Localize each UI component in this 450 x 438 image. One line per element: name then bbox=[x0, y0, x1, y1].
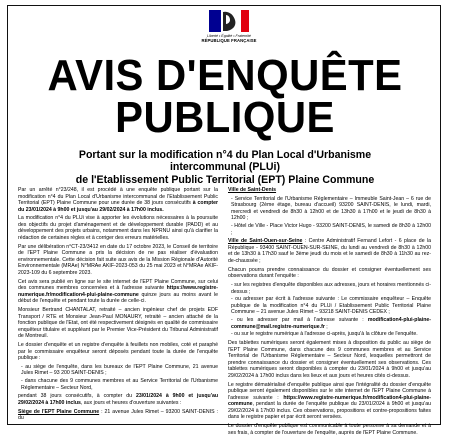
publication-text: Cet avis sera publié en ligne sur le site internet de l'EPT Plaine Commune, sur celui des communes membres concernées et à l'adresse suivante bbox=[18, 278, 218, 292]
list-item: - au siège de l'enquête, dans les bureaux de l'EPT Plaine Commune, 21 avenue Jules Rimet – 93 200 SAINT-DENIS ; bbox=[21, 364, 218, 377]
decree-text: Par un arrêté n°23/248, il est procédé à une enquête publique portant sur la modification n°4 du Plan Local d'Urbanisme intercommunal de l'Etablissement Public Territorial (EPT) Plaine Commune pour une durée de 38 jours consécutifs bbox=[18, 187, 218, 207]
decree-dates: à compter du 23/01/2024 à 9h00 et jusqu'au 29/02/2024 à 17h00 inclus. bbox=[18, 200, 218, 213]
mail-text-end: ; bbox=[324, 323, 328, 330]
list-item: - Hôtel de Ville - Place Victor Hugo - 93200 SAINT-DENIS, le samedi de 8h30 à 12h00 ; bbox=[231, 223, 431, 236]
notice-subtitle bbox=[40, 149, 410, 186]
duration-text-end: , aux jours et heures d'ouverture suivantes : bbox=[80, 399, 182, 406]
paragraph-deliberation: Par une délibération n°CT-23/3412 en date du 17 octobre 2023, le Conseil de territoire de l'EPT Plaine Commune a pris la décision de ne pas réaliser d'évaluation environnementale. Cette décision fait suite aux avis de la Mission Régionale d'Autorité Environnementale (MRAe) N°MRAe AKIF-2023-053 du 25 mai 2023 et N°MRAe AKIF-2023-109 du 6 septembre 2023. bbox=[18, 243, 218, 276]
notice-title-line-1: AVIS D'ENQUÊTE bbox=[47, 51, 403, 100]
digital-registry-text-end: , pendant la durée de l'enquête publique du 23/01/2024 à 9h00 et jusqu'au 29/02/2024 à 17h00 inclus. Ces observations, propositions et contre-propositions faites dans le registre papier et par écrit seront versées. bbox=[228, 401, 431, 421]
digital-registry-text: Le registre dématérialisé d'enquête publique ainsi que l'intégralité du dossier d'enquête publique seront également disponibles sur le site internet de l'EPT Plaine Commune à l'adresse suivante : bbox=[228, 381, 431, 401]
notice-title-line-2: PUBLIQUE bbox=[115, 93, 335, 142]
paragraph-dossier: Le dossier d'enquête et un registre d'enquête à feuillets non mobiles, coté et paraphé par le commissaire enquêteur seront déposés pendant toute la durée de l'enquête publique : bbox=[18, 341, 218, 362]
digital-registry-link[interactable]: https://www.registre-numerique.fr/modification4-plui-plaine-commune bbox=[228, 394, 431, 408]
paragraph-publication bbox=[18, 279, 218, 305]
republic-motto: Liberté • Égalité • Fraternité bbox=[207, 34, 251, 38]
observation-channels bbox=[228, 282, 431, 338]
list-item: - ou sur le registre numérique à l'adresse ci-après, jusqu'à la clôture de l'enquête. bbox=[231, 331, 431, 338]
contact-email-link[interactable]: modification4-plui-plaine-commune@mail.registre-numerique.fr bbox=[231, 317, 431, 330]
registry-link[interactable]: https://www.registre-numerique.fr/modification4-plui-plaine-commune bbox=[18, 285, 218, 298]
republic-name: RÉPUBLIQUE FRANÇAISE bbox=[201, 38, 257, 44]
republique-francaise-logo bbox=[194, 10, 264, 43]
duration-text: pendant 38 jours consécutifs, à compter du bbox=[18, 393, 136, 400]
subtitle-line-2: de l'Etablissement Public Territorial (EPT) Plaine Commune bbox=[75, 173, 375, 186]
headquarters-address: : 21 avenue Jules Rimet – 93200 SAINT-DENIS : du bbox=[18, 408, 218, 422]
paragraph-communicable: Le dossier d'enquête publique est communicable à toute personne à sa demande et à ses frais, à compter de l'ouverture de l'enquête, auprès de l'EPT Plaine Commune. bbox=[228, 423, 431, 436]
list-item bbox=[231, 317, 431, 330]
paragraph-saint-ouen bbox=[228, 238, 431, 264]
paragraph-observations: Chacun pourra prendre connaissance du dossier et consigner éventuellement ses observations durant l'enquête : bbox=[228, 266, 431, 280]
mail-text: ou les adresser par mail à l'adresse suivante : bbox=[236, 317, 368, 324]
paragraph-purpose: La modification n°4 du PLUi vise à apporter les évolutions nécessaires à la poursuite des objectifs du projet d'aménagement et de développement durable (PADD) et au développement des projets urbains, notamment dans les NPRNU ainsi qu'à clarifier la rédaction de certaines règles et à corriger des erreurs matérielles. bbox=[18, 215, 218, 242]
paragraph-headquarters bbox=[18, 409, 218, 422]
marianne-icon bbox=[209, 10, 249, 32]
subtitle-line-1: Portant sur la modification n°4 du Plan Local d'Urbanisme intercommunal (PLUi) bbox=[78, 149, 372, 174]
list-item: - ou adresser par écrit à l'adresse suivante : Le commissaire enquêteur – Enquête publique de la modification n°4 du PLUi / Etablissement Public Territorial Plaine Commune – 21 avenue Jules Rimet – 93218 SAINT-DENIS CEDEX ; bbox=[231, 296, 431, 316]
saint-denis-label: Ville de Saint-Denis bbox=[228, 187, 277, 193]
paragraph-tablets: Des tablettes numériques seront également mises à disposition du public au siège de l'EPT Plaine Commune, dans chacune des 9 communes membres et au Service Territorial de l'Urbanisme Réglementaire – Secteur Nord, lesquelles permettront de prendre connaissance du dossier et consigner éventuellement ses observations. Ces tablettes numériques seront disponibles à compter du 23/01/2024 à 9h00 et jusqu'au 29/02/2024 à 17h00 inclus dans les lieux et aux jours et heures cités ci-dessus. bbox=[228, 340, 431, 379]
paragraph-decree bbox=[18, 187, 218, 213]
right-column bbox=[228, 187, 431, 438]
left-column bbox=[18, 187, 218, 424]
paragraph-digital-registry bbox=[228, 382, 431, 421]
duration-dates: 23/01/2024 à 9h00 et jusqu'au 29/02/2024 à 17h00 inclus bbox=[18, 393, 219, 406]
headquarters-label: Siège de l'EPT Plaine Commune bbox=[18, 408, 100, 415]
list-item: - sur les registres d'enquête disponibles aux adresses, jours et horaires mentionnés ci-dessus ; bbox=[231, 282, 431, 295]
heading-saint-denis bbox=[228, 187, 431, 194]
saint-denis-locations bbox=[228, 196, 431, 236]
saint-ouen-address: : Centre Administratif Fernand Lefort - 6 place de la République - 93400 SAINT-OUEN-SUR-SEINE, du lundi au vendredi de 8h30 à 12h00 et de 13h30 à 17h30 sauf le 3ème jeudi du mois et le samedi de 8h30 à 11h30 au rez-de-chaussée ; bbox=[228, 238, 432, 265]
list-item: - Service Territorial de l'Urbanisme Réglementaire – Immeuble Saint-Jean – 6 rue de Strasbourg (2ème étage, bureau d'accueil) 93200 SAINT-DENIS, le lundi, mardi, mercredi et vendredi de 8h30 à 12h00 et de 13h30 à 17h00 et le jeudi de 8h30 à 12h00 ; bbox=[231, 196, 431, 222]
paragraph-commissioners: Monsieur Bertrand CHANTALAT, retraité – ancien ingénieur chef de projets EDF Transport / RTE et Monsieur Jean-Paul MONAURY, retraité – ancien attaché de la fonction publique de l'Etat, ont été respectivement désignés en qualité de commissaire enquêteur titulaire et suppléant par le Premier Vice-Président du Tribunal Administratif de Montreuil. bbox=[18, 307, 218, 340]
publication-text-end: quinze jours au moins avant le début de l'enquête et pendant toute la durée de celle-ci. bbox=[18, 291, 218, 305]
saint-ouen-label: Ville de Saint-Ouen-sur-Seine bbox=[228, 238, 303, 245]
dossier-locations bbox=[18, 364, 218, 391]
list-item: - dans chacune des 9 communes membres et au Service Territorial de l'Urbanisme Réglementaire – Secteur Nord, bbox=[21, 378, 218, 391]
